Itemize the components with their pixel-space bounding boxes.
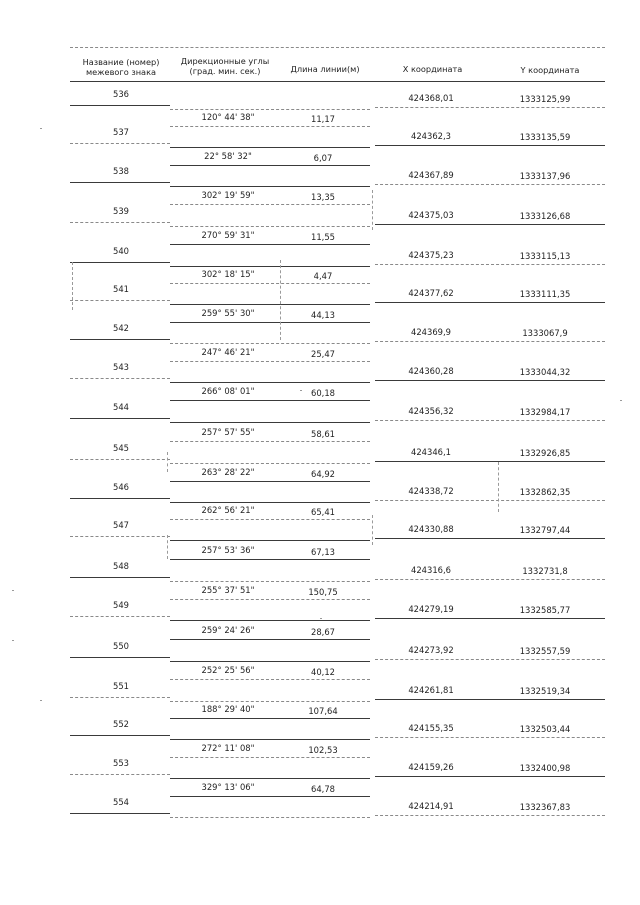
x-coordinate: 424377,62 xyxy=(408,288,454,298)
line-length: 64,92 xyxy=(311,469,335,479)
line-length: 150,75 xyxy=(308,587,338,597)
x-coordinate: 424362,3 xyxy=(411,131,451,141)
y-coordinate: 1333115,13 xyxy=(519,251,571,261)
y-coordinate: 1333125,99 xyxy=(519,94,571,104)
row-line-right xyxy=(375,699,605,700)
segment-line xyxy=(170,481,370,482)
row-line-mid xyxy=(170,817,370,818)
scan-speck xyxy=(40,700,42,701)
direction-angle: 266° 08' 01" xyxy=(201,386,255,396)
scan-rule xyxy=(167,535,168,559)
direction-angle: 257° 53' 36" xyxy=(201,545,255,555)
row-line-right xyxy=(375,302,605,303)
point-name: 543 xyxy=(113,362,129,372)
row-line-right xyxy=(375,107,605,108)
segment-line xyxy=(170,400,370,401)
line-length: 28,67 xyxy=(311,627,335,637)
line-length: 13,35 xyxy=(311,192,335,202)
point-name: 546 xyxy=(113,482,129,492)
row-line-right xyxy=(375,500,605,501)
segment-line xyxy=(170,599,370,600)
point-name: 537 xyxy=(113,127,129,137)
segment-line xyxy=(170,441,370,442)
row-line-mid xyxy=(170,304,370,305)
point-name: 545 xyxy=(113,443,129,453)
point-name: 536 xyxy=(113,89,129,99)
row-line-mid xyxy=(170,226,370,227)
row-line-right xyxy=(375,380,605,381)
row-line-left xyxy=(70,813,170,814)
x-coordinate: 424375,23 xyxy=(408,250,454,260)
row-line-right xyxy=(375,461,605,462)
row-line-left xyxy=(70,222,170,223)
point-name: 550 xyxy=(113,641,129,651)
row-line-mid xyxy=(170,343,370,344)
segment-line xyxy=(170,796,370,797)
row-line-left xyxy=(70,182,170,183)
row-line-mid xyxy=(170,581,370,582)
row-line-left xyxy=(70,616,170,617)
row-line-left xyxy=(70,262,170,263)
row-line-left xyxy=(70,536,170,537)
segment-line xyxy=(170,757,370,758)
row-line-right xyxy=(375,659,605,660)
row-line-left xyxy=(70,378,170,379)
y-coordinate: 1332862,35 xyxy=(519,487,571,497)
y-coordinate: 1332926,85 xyxy=(519,448,571,458)
line-length: 6,07 xyxy=(313,153,333,163)
row-line-mid xyxy=(170,739,370,740)
scan-rule xyxy=(280,260,281,340)
direction-angle: 329° 13' 06" xyxy=(201,782,255,792)
line-length: 107,64 xyxy=(308,706,338,716)
scan-rule xyxy=(167,452,168,472)
row-line-right xyxy=(375,420,605,421)
row-line-right xyxy=(375,145,605,146)
segment-line xyxy=(170,679,370,680)
direction-angle: 252° 25' 56" xyxy=(201,665,255,675)
y-coordinate: 1332731,8 xyxy=(522,566,568,576)
direction-angle: 247° 46' 21" xyxy=(201,347,255,357)
row-line-mid xyxy=(170,778,370,779)
line-length: 11,17 xyxy=(311,114,335,124)
header-x-coordinate: X координата xyxy=(402,64,463,74)
row-line-left xyxy=(70,498,170,499)
y-coordinate: 1332503,44 xyxy=(519,724,571,734)
point-name: 544 xyxy=(113,402,129,412)
row-line-right xyxy=(375,737,605,738)
line-length: 25,47 xyxy=(311,349,335,359)
row-line-left xyxy=(70,577,170,578)
row-line-mid xyxy=(170,502,370,503)
x-coordinate: 424369,9 xyxy=(411,327,451,337)
row-line-left xyxy=(70,735,170,736)
line-length: 4,47 xyxy=(313,271,333,281)
header-underline-dash xyxy=(70,47,605,48)
point-name: 542 xyxy=(113,323,129,333)
y-coordinate: 1333044,32 xyxy=(519,367,571,377)
direction-angle: 188° 29' 40" xyxy=(201,704,255,714)
segment-line xyxy=(170,283,370,284)
row-line-mid xyxy=(170,463,370,464)
row-line-left xyxy=(70,459,170,460)
row-line-left xyxy=(70,418,170,419)
scan-rule xyxy=(498,462,499,512)
direction-angle: 257° 57' 55" xyxy=(201,427,255,437)
row-line-right xyxy=(375,618,605,619)
scan-rule xyxy=(72,262,73,310)
row-line-right xyxy=(375,341,605,342)
y-coordinate: 1332585,77 xyxy=(519,605,571,615)
row-line-mid xyxy=(170,661,370,662)
row-line-mid xyxy=(170,540,370,541)
x-coordinate: 424279,19 xyxy=(408,604,454,614)
y-coordinate: 1332557,59 xyxy=(519,646,571,656)
point-name: 541 xyxy=(113,284,129,294)
segment-line xyxy=(170,718,370,719)
scan-speck xyxy=(300,390,302,391)
direction-angle: 255° 37' 51" xyxy=(201,585,255,595)
row-line-right xyxy=(375,815,605,816)
point-name: 540 xyxy=(113,246,129,256)
point-name: 551 xyxy=(113,681,129,691)
direction-angle: 22° 58' 32" xyxy=(204,151,252,161)
segment-line xyxy=(170,126,370,127)
x-coordinate: 424316,6 xyxy=(411,565,451,575)
point-name: 539 xyxy=(113,206,129,216)
header-direction-angles: Дирекционные углы (град. мин. сек.) xyxy=(180,56,270,76)
segment-line xyxy=(170,165,370,166)
row-line-left xyxy=(70,105,170,106)
y-coordinate: 1333137,96 xyxy=(519,171,571,181)
x-coordinate: 424330,88 xyxy=(408,524,454,534)
x-coordinate: 424346,1 xyxy=(411,447,451,457)
row-line-left xyxy=(70,339,170,340)
x-coordinate: 424375,03 xyxy=(408,210,454,220)
y-coordinate: 1332400,98 xyxy=(519,763,571,773)
row-line-left xyxy=(70,657,170,658)
x-coordinate: 424356,32 xyxy=(408,406,454,416)
row-line-mid xyxy=(170,422,370,423)
point-name: 549 xyxy=(113,600,129,610)
y-coordinate: 1333111,35 xyxy=(519,289,571,299)
point-name: 554 xyxy=(113,797,129,807)
row-line-mid xyxy=(170,266,370,267)
direction-angle: 259° 55' 30" xyxy=(201,308,255,318)
scan-rule xyxy=(372,515,373,545)
line-length: 40,12 xyxy=(311,667,335,677)
x-coordinate: 424367,89 xyxy=(408,170,454,180)
segment-line xyxy=(170,639,370,640)
point-name: 547 xyxy=(113,520,129,530)
row-line-left xyxy=(70,300,170,301)
direction-angle: 302° 18' 15" xyxy=(201,269,255,279)
line-length: 102,53 xyxy=(308,745,338,755)
row-line-mid xyxy=(170,186,370,187)
x-coordinate: 424360,28 xyxy=(408,366,454,376)
line-length: 44,13 xyxy=(311,310,335,320)
row-line-mid xyxy=(170,147,370,148)
segment-line xyxy=(170,519,370,520)
y-coordinate: 1333135,59 xyxy=(519,132,571,142)
x-coordinate: 424273,92 xyxy=(408,645,454,655)
direction-angle: 263° 28' 22" xyxy=(201,467,255,477)
row-line-mid xyxy=(170,701,370,702)
row-line-right xyxy=(375,538,605,539)
line-length: 67,13 xyxy=(311,547,335,557)
x-coordinate: 424159,26 xyxy=(408,762,454,772)
row-line-left xyxy=(70,697,170,698)
direction-angle: 270° 59' 31" xyxy=(201,230,255,240)
scan-speck xyxy=(12,640,14,641)
scan-speck xyxy=(620,400,622,401)
row-line-right xyxy=(375,264,605,265)
x-coordinate: 424338,72 xyxy=(408,486,454,496)
direction-angle: 259° 24' 26" xyxy=(201,625,255,635)
scan-rule xyxy=(372,190,373,230)
direction-angle: 120° 44' 38" xyxy=(201,112,255,122)
segment-line xyxy=(170,322,370,323)
y-coordinate: 1333067,9 xyxy=(522,328,568,338)
direction-angle: 302° 19' 59" xyxy=(201,190,255,200)
y-coordinate: 1332367,83 xyxy=(519,802,571,812)
segment-line xyxy=(170,559,370,560)
x-coordinate: 424214,91 xyxy=(408,801,454,811)
scan-speck xyxy=(320,618,322,619)
line-length: 65,41 xyxy=(311,507,335,517)
y-coordinate: 1332984,17 xyxy=(519,407,571,417)
row-line-mid xyxy=(170,382,370,383)
row-line-right xyxy=(375,224,605,225)
row-line-left xyxy=(70,774,170,775)
line-length: 64,78 xyxy=(311,784,335,794)
y-coordinate: 1332797,44 xyxy=(519,525,571,535)
y-coordinate: 1332519,34 xyxy=(519,686,571,696)
row-line-right xyxy=(375,579,605,580)
segment-line xyxy=(170,361,370,362)
direction-angle: 262° 56' 21" xyxy=(201,505,255,515)
row-line-left xyxy=(70,143,170,144)
line-length: 58,61 xyxy=(311,429,335,439)
header-line-length: Длина линии(м) xyxy=(290,64,360,74)
row-line-right xyxy=(375,184,605,185)
row-line-mid xyxy=(170,109,370,110)
row-line-right xyxy=(375,776,605,777)
line-length: 60,18 xyxy=(311,388,335,398)
scan-speck xyxy=(12,590,14,591)
point-name: 552 xyxy=(113,719,129,729)
row-line-mid xyxy=(170,620,370,621)
x-coordinate: 424368,01 xyxy=(408,93,454,103)
point-name: 553 xyxy=(113,758,129,768)
y-coordinate: 1333126,68 xyxy=(519,211,571,221)
point-name: 548 xyxy=(113,561,129,571)
header-point-name: Название (номер) межевого знака xyxy=(82,57,160,77)
header-underline xyxy=(70,81,605,82)
segment-line xyxy=(170,204,370,205)
x-coordinate: 424155,35 xyxy=(408,723,454,733)
line-length: 11,55 xyxy=(311,232,335,242)
direction-angle: 272° 11' 08" xyxy=(201,743,255,753)
x-coordinate: 424261,81 xyxy=(408,685,454,695)
point-name: 538 xyxy=(113,166,129,176)
scan-speck xyxy=(40,128,42,129)
segment-line xyxy=(170,244,370,245)
header-y-coordinate: Y координата xyxy=(520,65,580,75)
